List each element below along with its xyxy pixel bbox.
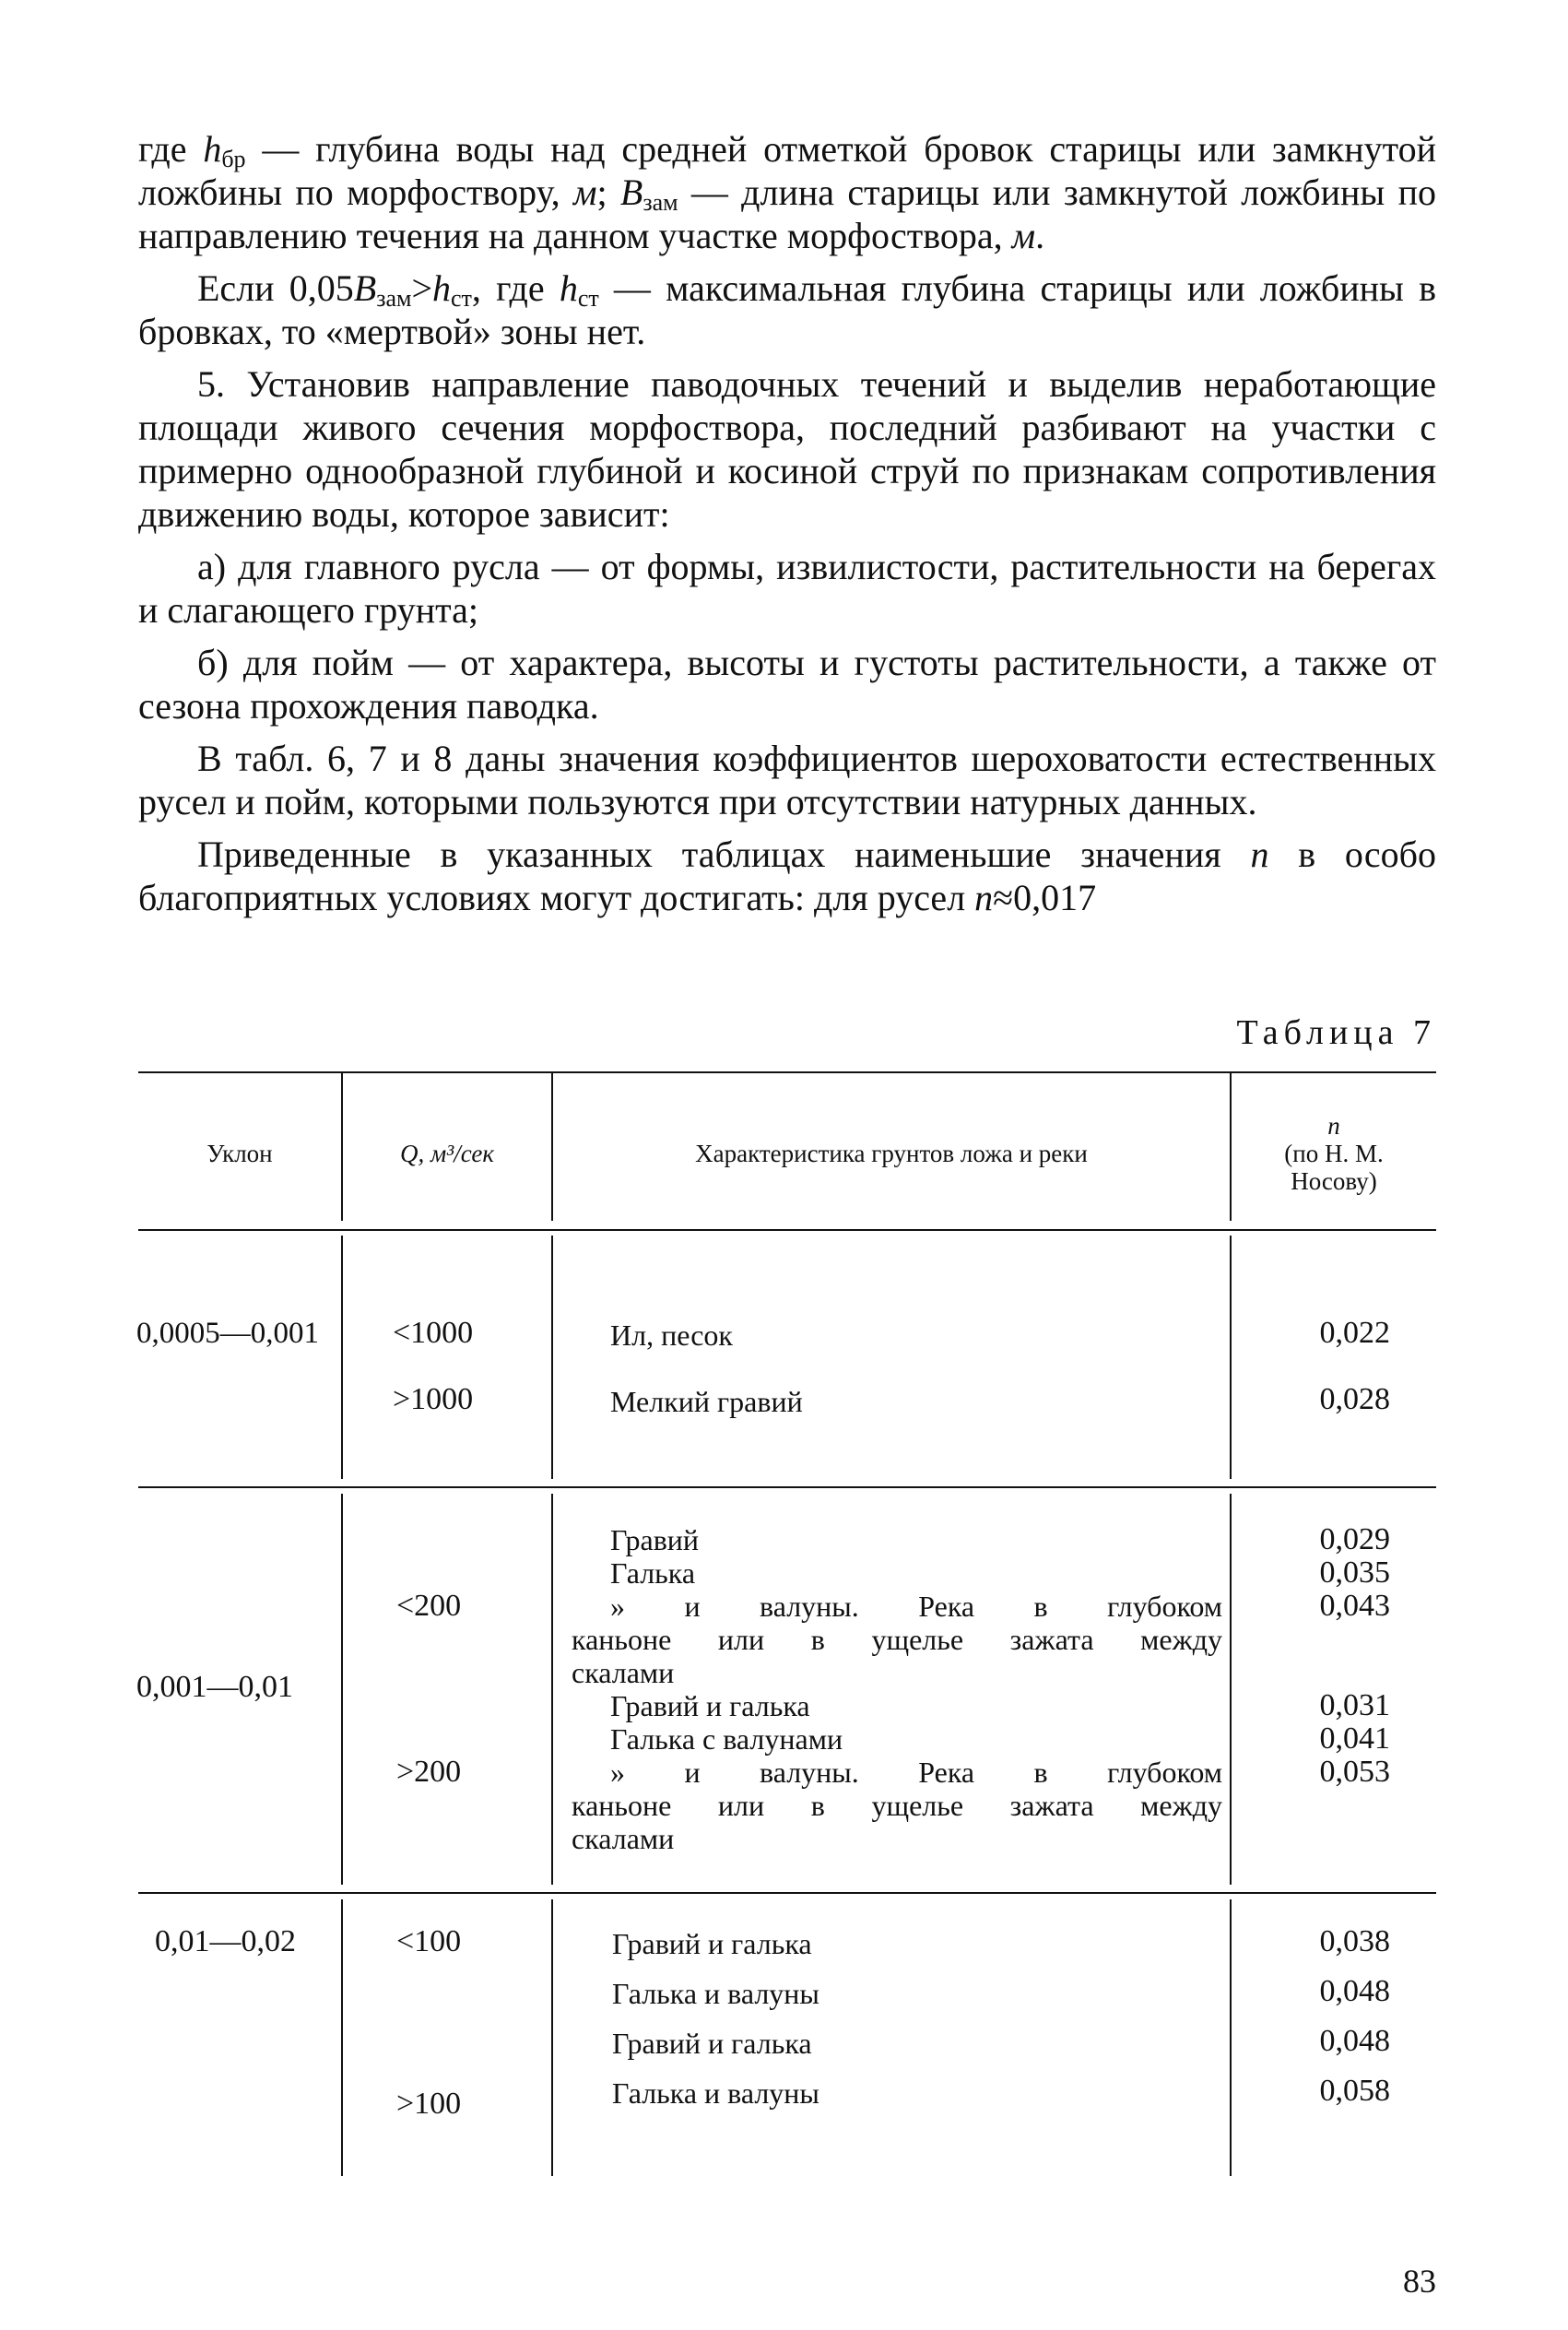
g2-desc-3a: » и валуны. Река в глубоком: [610, 1590, 1222, 1623]
g2-description: [572, 1523, 1222, 1855]
g3-n3: 0,048: [1319, 2024, 1390, 2058]
paragraph-1: где $h_{бр}$ — глубина воды над средней отметкой бровок старицы или замкнутой ложбины по морфоствору, м; $B_{зам}$ — длина старицы или замкнутой ложбины по направлению течения на данном участке морфоствора, м.: [138, 128, 1436, 256]
g2-n6: 0,053: [1319, 1755, 1390, 1789]
table-top-rule: [138, 1071, 1436, 1073]
g2-n4: 0,031: [1319, 1688, 1390, 1722]
g1-n2: 0,028: [1319, 1382, 1390, 1416]
header-discharge: Q, м³/сек: [399, 1140, 495, 1167]
g1-slope: 0,0005—0,001: [136, 1317, 319, 1350]
paragraph-6: В табл. 6, 7 и 8 даны значения коэффициентов шероховатости естественных русел и пойм, которыми пользуются при отсутствии натурных данных.: [138, 738, 1436, 822]
group-1-rule: [138, 1486, 1436, 1488]
paragraph-3: 5. Установив направление паводочных течений и выделив неработающие площади живого сечения морфоствора, последний разбивают на участки с примерно однообразной глубиной и косиной струй по признакам сопротивления движению воды, которое зависит:: [138, 363, 1436, 535]
page-number: 83: [1403, 2263, 1436, 2300]
g2-desc-6a: » и валуны. Река в глубоком: [610, 1756, 1222, 1789]
paragraph-7: Приведенные в указанных таблицах наименьшие значения n в особо благоприятных условиях могут достигать: для русел n≈0,017: [138, 834, 1436, 918]
col-divider-2-g2: [551, 1494, 553, 1885]
g2-desc-1: Гравий: [610, 1523, 700, 1556]
g3-q2: >100: [396, 2087, 462, 2121]
g3-n1: 0,038: [1319, 1924, 1390, 1958]
g2-desc-2: Галька: [610, 1556, 696, 1590]
g1-desc-1: Ил, песок: [610, 1319, 733, 1352]
g2-desc-6c: скалами: [572, 1822, 675, 1855]
g3-slope: 0,01—0,02: [155, 1924, 296, 1958]
g3-n4: 0,058: [1319, 2074, 1390, 2108]
g2-desc-3b: каньоне или в ущелье зажата между: [572, 1623, 1222, 1656]
header-description: Характеристика грунтов ложа и реки: [695, 1140, 1088, 1167]
body-text: [138, 127, 1436, 928]
col-divider-2-g1: [551, 1236, 553, 1479]
g3-desc-1: Гравий и галька: [612, 1927, 812, 1960]
g1-desc-2: Мелкий гравий: [610, 1385, 803, 1418]
header-n: n (по Н. М. Носову): [1284, 1112, 1384, 1195]
g3-n2: 0,048: [1319, 1974, 1390, 2008]
paragraph-2: Если $0,05B_{зам}>h_{ст}$, где $h_{ст}$ — максимальная глубина старицы или ложбины в бровках, то «мертвой» зоны нет.: [138, 267, 1436, 352]
col-divider-2-g3: [551, 1899, 553, 2176]
col-divider-1-g2: [341, 1494, 343, 1885]
header-bottom-rule: [138, 1229, 1436, 1231]
g1-n1: 0,022: [1319, 1316, 1390, 1350]
g3-desc-3: Гравий и галька: [612, 2027, 812, 2060]
table-caption: Таблица 7: [1236, 1013, 1436, 1052]
col-divider-1-g1: [341, 1236, 343, 1479]
g2-n1: 0,029: [1319, 1522, 1390, 1556]
g1-q2: >1000: [393, 1382, 474, 1416]
g2-q2: >200: [396, 1755, 462, 1789]
g2-desc-3c: скалами: [572, 1656, 675, 1689]
g2-n2: 0,035: [1319, 1555, 1390, 1590]
col-divider-3-g3: [1230, 1899, 1232, 2176]
col-divider-1-g3: [341, 1899, 343, 2176]
g3-desc-4: Галька и валуны: [612, 2076, 819, 2110]
g2-n3: 0,043: [1319, 1589, 1390, 1623]
g1-q1: <1000: [393, 1316, 474, 1350]
col-divider-3-g1: [1230, 1236, 1232, 1479]
g2-desc-6b: каньоне или в ущелье зажата между: [572, 1789, 1222, 1822]
g2-desc-4: Гравий и галька: [610, 1689, 810, 1722]
g3-q1: <100: [396, 1924, 462, 1958]
paragraph-5: б) для пойм — от характера, высоты и густоты растительности, а также от сезона прохождения паводка.: [138, 642, 1436, 727]
g2-desc-5: Галька с валунами: [610, 1722, 843, 1756]
group-2-rule: [138, 1892, 1436, 1894]
header-slope: Уклон: [206, 1140, 273, 1167]
paragraph-4: а) для главного русла — от формы, извилистости, растительности на берегах и слагающего грунта;: [138, 546, 1436, 631]
g2-slope: 0,001—0,01: [136, 1670, 293, 1704]
g2-q1: <200: [396, 1589, 462, 1623]
g3-desc-2: Галька и валуны: [612, 1977, 819, 2010]
g2-n5: 0,041: [1319, 1721, 1390, 1756]
col-divider-3-g2: [1230, 1494, 1232, 1885]
